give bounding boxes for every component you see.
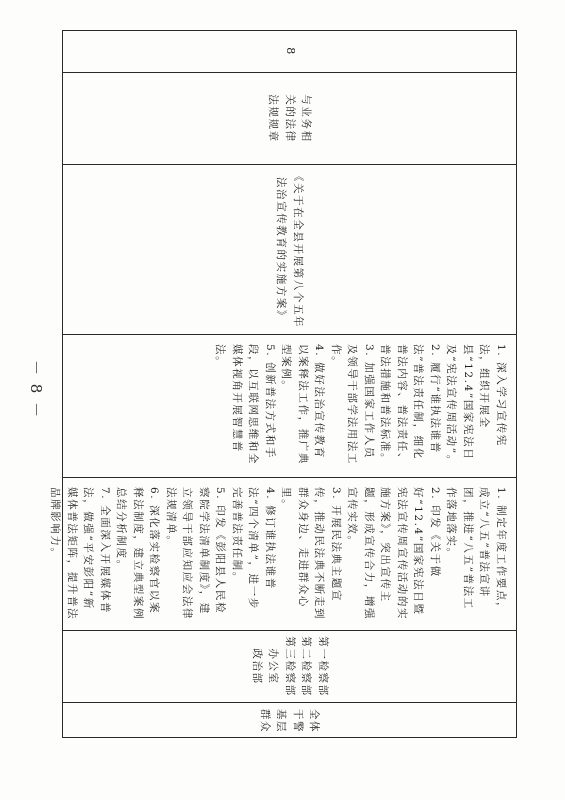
document-title-line: 法治宣传教育的实施方案》 <box>275 176 288 323</box>
content-name-line: 与业务相 <box>300 94 313 143</box>
measure-item: 6. 深化落实检察官以案释法制度，建立典型案例总结分析制度。 <box>115 487 161 621</box>
content-name-cell <box>63 73 516 165</box>
measures-cell <box>49 478 516 631</box>
department-name: 第二检察部 <box>300 636 313 697</box>
requirement-item: 2. 履行“谁执法谁普法”普法责任制，细化普法内容、普法责任、普法措施和普法标准。 <box>379 344 441 465</box>
row-number-cell <box>63 31 516 73</box>
requirement-item: 4. 做好法治宣传教育以案释法工作，推广典型案例。 <box>280 344 326 465</box>
content-name-line: 法规规章 <box>267 94 280 143</box>
department-name: 第一检察部 <box>316 636 329 697</box>
plan-table <box>49 30 517 738</box>
department-name: 政治部 <box>250 648 263 685</box>
page-number: － 8 － <box>27 360 45 420</box>
measure-item: 3. 开展民法典主题宣传，推动民法典不断走到群众身边、走进群众心里。 <box>280 487 342 621</box>
measure-item: 2. 印发《关于做好“12.4”国家宪法日暨宪法宣传周宣传活动的实施方案》，突出宣传主题，形成宣传合力，增强宣传实效。 <box>346 487 441 621</box>
target-audience-line: 全体干警 <box>292 708 321 734</box>
requirement-item: 3. 加强国家工作人员及领导干部学法用法工作。 <box>330 344 375 465</box>
document-title-line: 《关于在全县开展第八个五年 <box>292 170 304 329</box>
target-audience-line: 基层群众 <box>259 708 288 734</box>
requirement-item: 1. 深入学习宣传宪法，组织开展全县“12.4”国家宪法日及“宪法宣传周活动”。 <box>445 344 507 467</box>
measure-item: 4. 修订谁执法谁普法“四个清单”，进一步完善普法责任制。 <box>231 487 276 610</box>
row-number: 8 <box>283 47 297 56</box>
target-audience-cell <box>63 703 516 739</box>
measure-item: 1. 制定年度工作要点，成立“八五”普法宣讲团，推进“八五”普法工作落地落实。 <box>445 487 507 615</box>
department-name: 第三检察部 <box>283 636 296 697</box>
requirement-item: 5. 创新普法方式和手段，以互联网思维和全媒体视角开展智慧普法。 <box>214 344 276 465</box>
measure-item: 7. 全面深入开展媒体普法，做强“平安彭阳”新媒体普法矩阵，提升普法品牌影响力。 <box>49 487 111 621</box>
document-cell <box>63 165 516 335</box>
content-name-line: 关的法律 <box>283 94 296 143</box>
department-cell <box>63 631 516 703</box>
measure-item: 5. 印发《彭阳县人民检察院学法清单制度》，建立领导干部应知应会法律法规清单。 <box>165 487 227 621</box>
requirements-cell <box>63 335 516 478</box>
department-name: 办公室 <box>267 648 280 685</box>
